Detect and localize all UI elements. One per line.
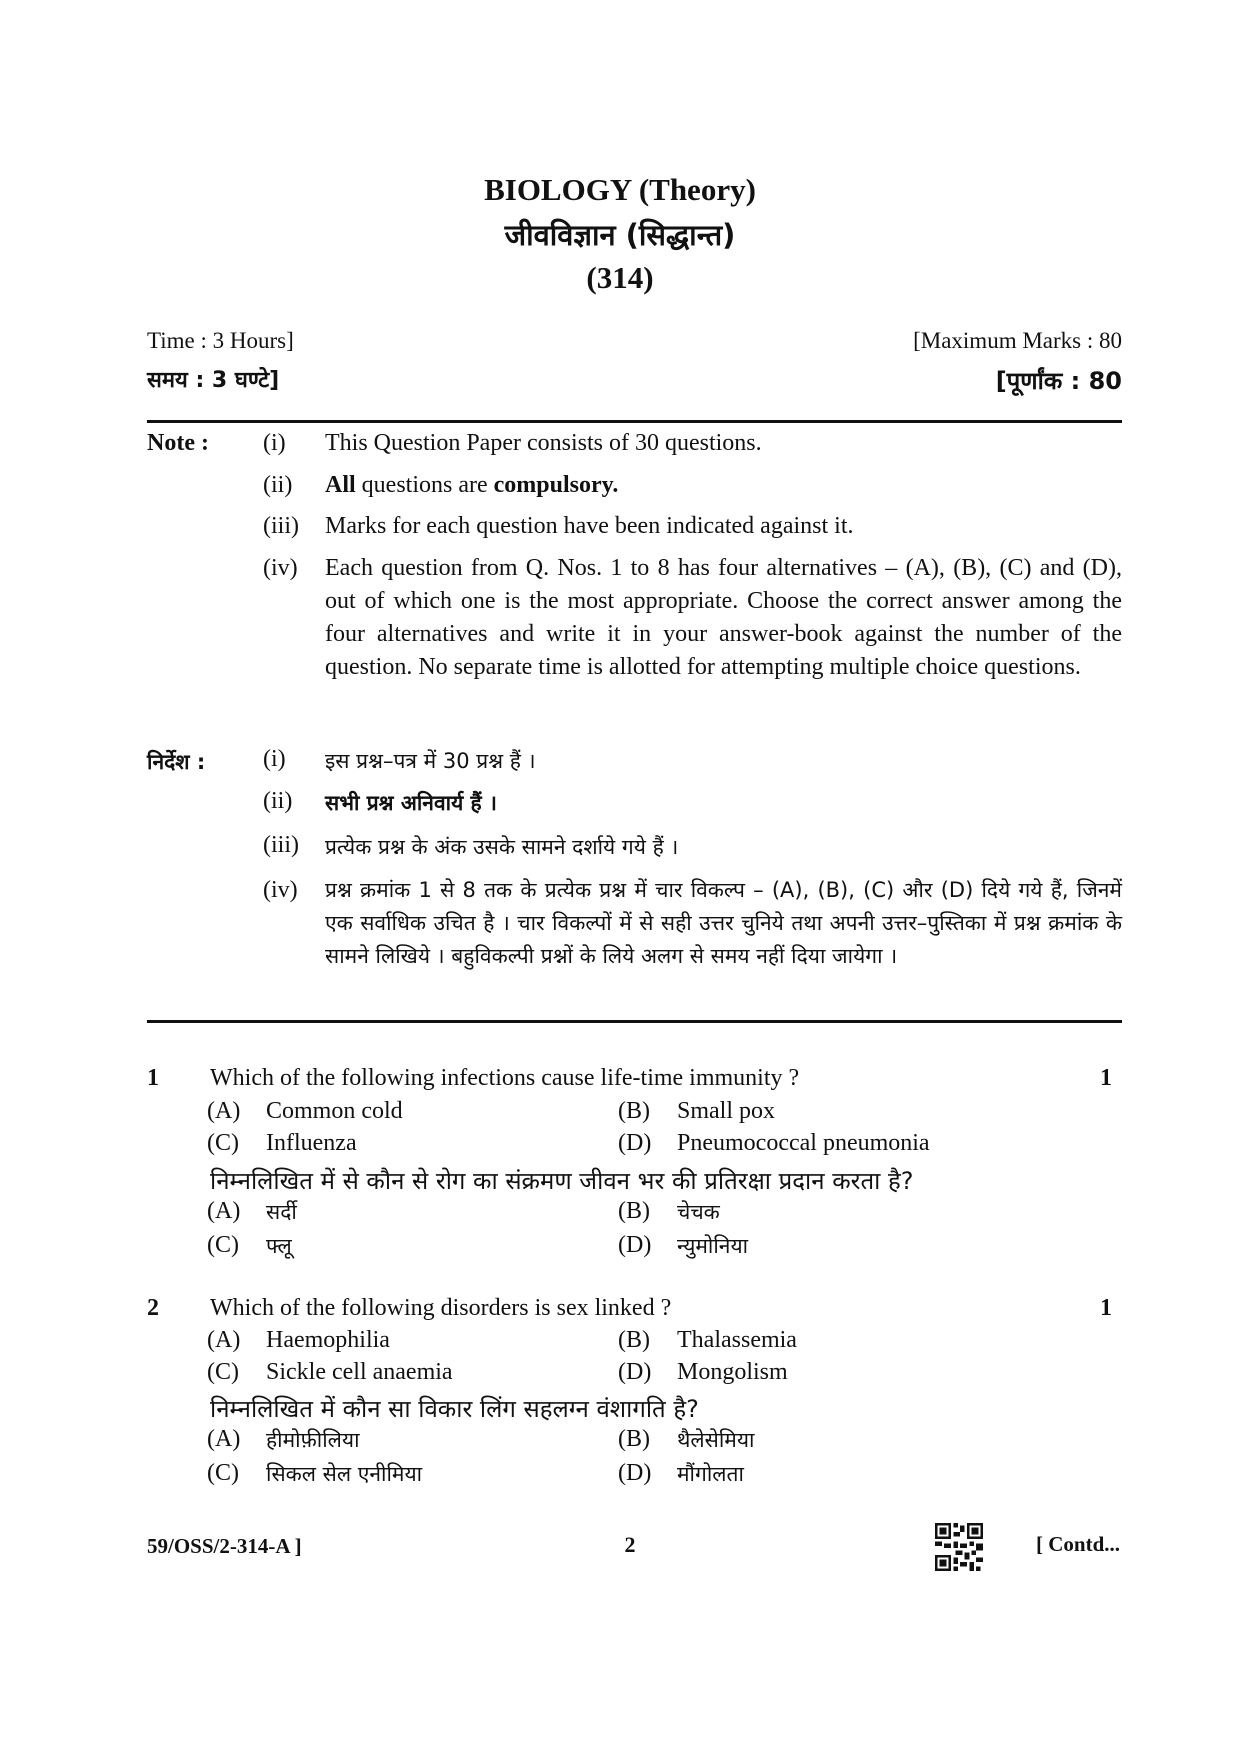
paper-code: 59/OSS/2-314-A ] xyxy=(147,1534,302,1558)
time-label: Time : 3 Hours] xyxy=(147,328,294,353)
option-label: (A) xyxy=(207,1198,241,1224)
note-item-text: Marks for each question have been indicated against it. xyxy=(325,513,854,539)
divider xyxy=(147,1020,1122,1023)
option-text: Haemophilia xyxy=(266,1327,390,1353)
option-label: (A) xyxy=(207,1426,241,1452)
option-label: (C) xyxy=(207,1359,239,1385)
note-item-num: (ii) xyxy=(263,788,293,814)
option-label: (D) xyxy=(618,1359,652,1385)
option-text: Thalassemia xyxy=(677,1327,797,1353)
question-text: Which of the following disorders is sex linked ? xyxy=(210,1295,672,1321)
note-item-num: (iv) xyxy=(263,877,298,903)
paper-title-hindi: जीवविज्ञान (सिद्धान्त) xyxy=(504,218,736,252)
option-label: (B) xyxy=(618,1098,650,1124)
option-text-hindi: न्युमोनिया xyxy=(677,1234,749,1258)
note-item-text: All questions are compulsory. xyxy=(325,472,619,498)
option-label: (D) xyxy=(618,1460,652,1486)
max-marks-label-hindi: [पूर्णांक : 80 xyxy=(995,367,1122,395)
note-item-text: This Question Paper consists of 30 questions. xyxy=(325,430,762,456)
note-item-num: (ii) xyxy=(263,472,293,498)
question-marks: 1 xyxy=(1100,1295,1112,1321)
option-text-hindi: हीमोफ़ीलिया xyxy=(266,1428,360,1452)
option-label: (A) xyxy=(207,1327,241,1353)
option-text-hindi: चेचक xyxy=(677,1200,720,1224)
option-label: (C) xyxy=(207,1130,239,1156)
option-label: (B) xyxy=(618,1198,650,1224)
option-text: Sickle cell anaemia xyxy=(266,1359,453,1385)
option-text-hindi: फ्लू xyxy=(266,1234,292,1258)
option-text-hindi: मौंगोलता xyxy=(677,1462,744,1486)
question-number: 1 xyxy=(147,1065,159,1091)
note-label: Note : xyxy=(147,430,209,456)
max-marks-label: [Maximum Marks : 80 xyxy=(913,328,1122,353)
time-label-hindi: समय : 3 घण्टे] xyxy=(147,368,280,393)
option-text: Mongolism xyxy=(677,1359,788,1385)
note-item-text-hindi: सभी प्रश्न अनिवार्य हैं । xyxy=(325,791,497,815)
option-label: (B) xyxy=(618,1426,650,1452)
option-text-hindi: सर्दी xyxy=(266,1200,297,1224)
option-text: Pneumococcal pneumonia xyxy=(677,1130,930,1156)
note-item-text: Each question from Q. Nos. 1 to 8 has four alternatives – (A), (B), (C) and (D), out of which one is the most appropriate. Choose the correct answer among the four alternatives and write it in your answer-book against the number of the question. No separate time is allotted for attempting multiple choice questions. xyxy=(325,555,1122,680)
option-label: (A) xyxy=(207,1098,241,1124)
page-number: 2 xyxy=(624,1532,636,1557)
option-label: (C) xyxy=(207,1232,239,1258)
option-label: (C) xyxy=(207,1460,239,1486)
note-item-text-hindi: इस प्रश्न–पत्र में 30 प्रश्न हैं । xyxy=(325,749,536,773)
option-text-hindi: थैलेसेमिया xyxy=(677,1428,755,1452)
continued-label: [ Contd... xyxy=(1035,1532,1120,1556)
option-label: (D) xyxy=(618,1130,652,1156)
note-item-num: (i) xyxy=(263,430,286,456)
note-item-num: (iv) xyxy=(263,555,298,581)
divider xyxy=(147,420,1122,423)
option-text: Common cold xyxy=(266,1098,403,1124)
option-text-hindi: सिकल सेल एनीमिया xyxy=(266,1462,423,1486)
note-item-text-hindi: प्रश्न क्रमांक 1 से 8 तक के प्रत्येक प्रश्न में चार विकल्प – (A), (B), (C) और (D) दिये गये हैं, जिनमें एक सर्वाधिक उचित है । चार विकल्पों में से सही उत्तर चुनिये तथा अपनी उत्तर–पुस्तिका में प्रश्न क्रमांक के सामने लिखिये । बहुविकल्पी प्रश्नों के लिये अलग से समय नहीं दिया जायेगा । xyxy=(325,878,1122,968)
note-item-num: (iii) xyxy=(263,832,299,858)
question-marks: 1 xyxy=(1100,1065,1112,1091)
note-item-num: (iii) xyxy=(263,513,299,539)
paper-title: BIOLOGY (Theory) xyxy=(484,172,756,207)
option-text: Small pox xyxy=(677,1098,776,1124)
question-number: 2 xyxy=(147,1295,159,1321)
qr-code-icon xyxy=(935,1523,983,1571)
option-label: (D) xyxy=(618,1232,652,1258)
subject-code: (314) xyxy=(586,260,654,295)
note-item-text-hindi: प्रत्येक प्रश्न के अंक उसके सामने दर्शाये गये हैं । xyxy=(325,835,679,859)
option-label: (B) xyxy=(618,1327,650,1353)
question-text-hindi: निम्नलिखित में कौन सा विकार लिंग सहलग्न वंशागति है? xyxy=(210,1395,699,1423)
note-label-hindi: निर्देश : xyxy=(147,750,206,774)
question-text: Which of the following infections cause life-time immunity ? xyxy=(210,1065,800,1091)
note-item-num: (i) xyxy=(263,746,286,772)
option-text: Influenza xyxy=(266,1130,357,1156)
question-text-hindi: निम्नलिखित में से कौन से रोग का संक्रमण जीवन भर की प्रतिरक्षा प्रदान करता है? xyxy=(210,1167,914,1195)
